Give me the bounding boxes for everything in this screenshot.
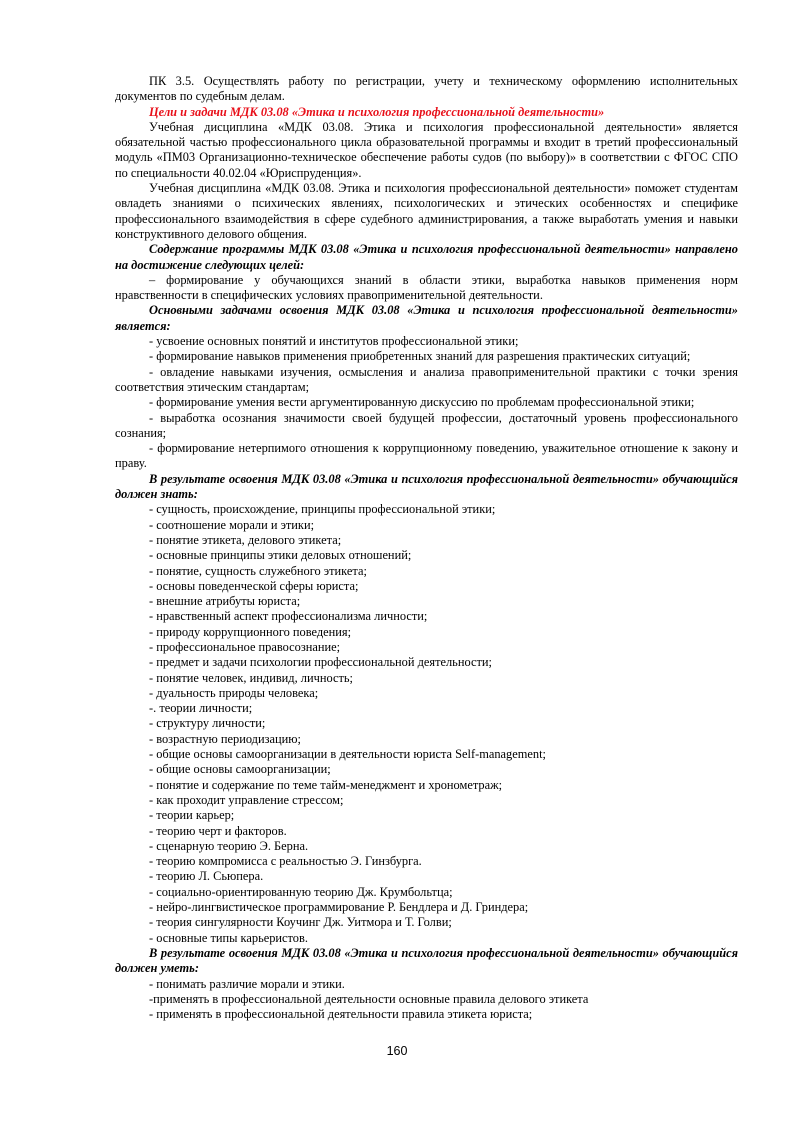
know-item: - общие основы самоорганизации; xyxy=(149,762,331,777)
know-item: - понятие человек, индивид, личность; xyxy=(149,670,353,685)
know-item: - социально-ориентированную теорию Дж. Крумбольтца; xyxy=(149,884,453,899)
know-item: - теорию Л. Сьюпера. xyxy=(149,869,264,884)
know-item: - основы поведенческой сферы юриста; xyxy=(149,578,359,593)
know-item: - нейро-лингвистическое программирование Р. Бендлера и Д. Гриндера; xyxy=(149,900,529,915)
goals-heading: Цели и задачи МДК 03.08 «Этика и психология профессиональной деятельности» xyxy=(149,104,605,119)
know-item: - теорию черт и факторов. xyxy=(149,823,287,838)
know-item: - внешние атрибуты юриста; xyxy=(149,594,301,609)
know-item: - предмет и задачи психологии профессиональной деятельности; xyxy=(149,655,492,670)
able-item: -применять в профессиональной деятельности основные правила делового этикета xyxy=(149,991,589,1006)
know-item: - сценарную теорию Э. Берна. xyxy=(149,838,309,853)
know-item: - структуру личности; xyxy=(149,716,266,731)
task-item: - формирование навыков применения приобретенных знаний для разрешения практических ситуаций; xyxy=(149,349,691,364)
know-list xyxy=(115,502,738,946)
know-item: -. теории личности; xyxy=(149,701,253,716)
able-heading: В результате освоения МДК 03.08 «Этика и психология профессиональной деятельности» обучающийся должен уметь: xyxy=(115,945,738,976)
know-item: - основные принципы этики деловых отношений; xyxy=(149,548,412,563)
know-item: - профессиональное правосознание; xyxy=(149,639,341,654)
know-item: - основные типы карьеристов. xyxy=(149,930,308,945)
know-item: - понятие этикета, делового этикета; xyxy=(149,532,342,547)
know-item: - теорию компромисса с реальностью Э. Гинзбурга. xyxy=(149,854,422,869)
task-item: - усвоение основных понятий и институтов профессиональной этики; xyxy=(149,334,519,349)
know-item: - общие основы самоорганизации в деятельности юриста Self-management; xyxy=(149,747,546,762)
pk35-paragraph: ПК 3.5. Осуществлять работу по регистрации, учету и техническому оформлению исполнительных документов по судебным делам. xyxy=(115,74,738,104)
task-item: - овладение навыками изучения, осмысления и анализа правоприменительной практики с точки зрения соответствия этическим стандартам; xyxy=(115,364,738,394)
know-item: - теория сингулярности Коучинг Дж. Уитмора и Т. Голви; xyxy=(149,915,452,930)
know-item: - возрастную периодизацию; xyxy=(149,731,301,746)
know-item: - понятие, сущность служебного этикета; xyxy=(149,563,367,578)
document-page xyxy=(115,74,738,1022)
task-item: - формирование умения вести аргументированную дискуссию по проблемам профессиональной этики; xyxy=(149,395,695,410)
task-item: - выработка осознания значимости своей будущей профессии, достаточный уровень профессионального сознания; xyxy=(115,410,738,440)
able-list xyxy=(115,977,738,1023)
know-item: - дуальность природы человека; xyxy=(149,685,319,700)
tasks-list xyxy=(115,334,738,472)
task-item: - формирование нетерпимого отношения к коррупционному поведению, уважительное отношение к закону и праву. xyxy=(115,441,738,471)
know-item: - природу коррупционного поведения; xyxy=(149,624,352,639)
know-item: - понятие и содержание по теме тайм-менеджмент и хронометраж; xyxy=(149,777,503,792)
know-item: - теории карьер; xyxy=(149,808,235,823)
know-item: - сущность, происхождение, принципы профессиональной этики; xyxy=(149,502,496,517)
discipline-paragraph-1: Учебная дисциплина «МДК 03.08. Этика и психология профессиональной деятельности» является обязательной частью профессионального цикла образовательной программы и входит в третий профессиональный модуль «ПМ03 Организационно-техническое обеспечение работы судов (по выбору)» в соответствии с ФГОС СПО по специальности 40.02.04 «Юриспруденция». xyxy=(115,119,738,180)
tasks-heading: Основными задачами освоения МДК 03.08 «Этика и психология профессиональной деятельности» является: xyxy=(115,303,738,333)
page-number: 160 xyxy=(386,1044,408,1058)
know-heading: В результате освоения МДК 03.08 «Этика и психология профессиональной деятельности» обучающийся должен знать: xyxy=(115,471,738,502)
able-item: - понимать различие морали и этики. xyxy=(149,976,345,991)
content-item: – формирование у обучающихся знаний в области этики, выработка навыков применения норм нравственности в специфических условиях правоприменительной деятельности. xyxy=(115,272,738,303)
able-item: - применять в профессиональной деятельности правила этикета юриста; xyxy=(149,1007,533,1022)
discipline-paragraph-2: Учебная дисциплина «МДК 03.08. Этика и психология профессиональной деятельности» поможет студентам овладеть знаниями о психических явлениях, психологических и этических особенностях и специфике профессионального взаимодействия в сфере судебного администрирования, а также выработать умения и навыки конструктивного делового общения. xyxy=(115,181,738,241)
know-item: - нравственный аспект профессионализма личности; xyxy=(149,609,428,624)
content-heading: Содержание программы МДК 03.08 «Этика и психология профессиональной деятельности» направлено на достижение следующих целей: xyxy=(115,242,738,272)
know-item: - соотношение морали и этики; xyxy=(149,517,315,532)
know-item: - как проходит управление стрессом; xyxy=(149,792,344,807)
